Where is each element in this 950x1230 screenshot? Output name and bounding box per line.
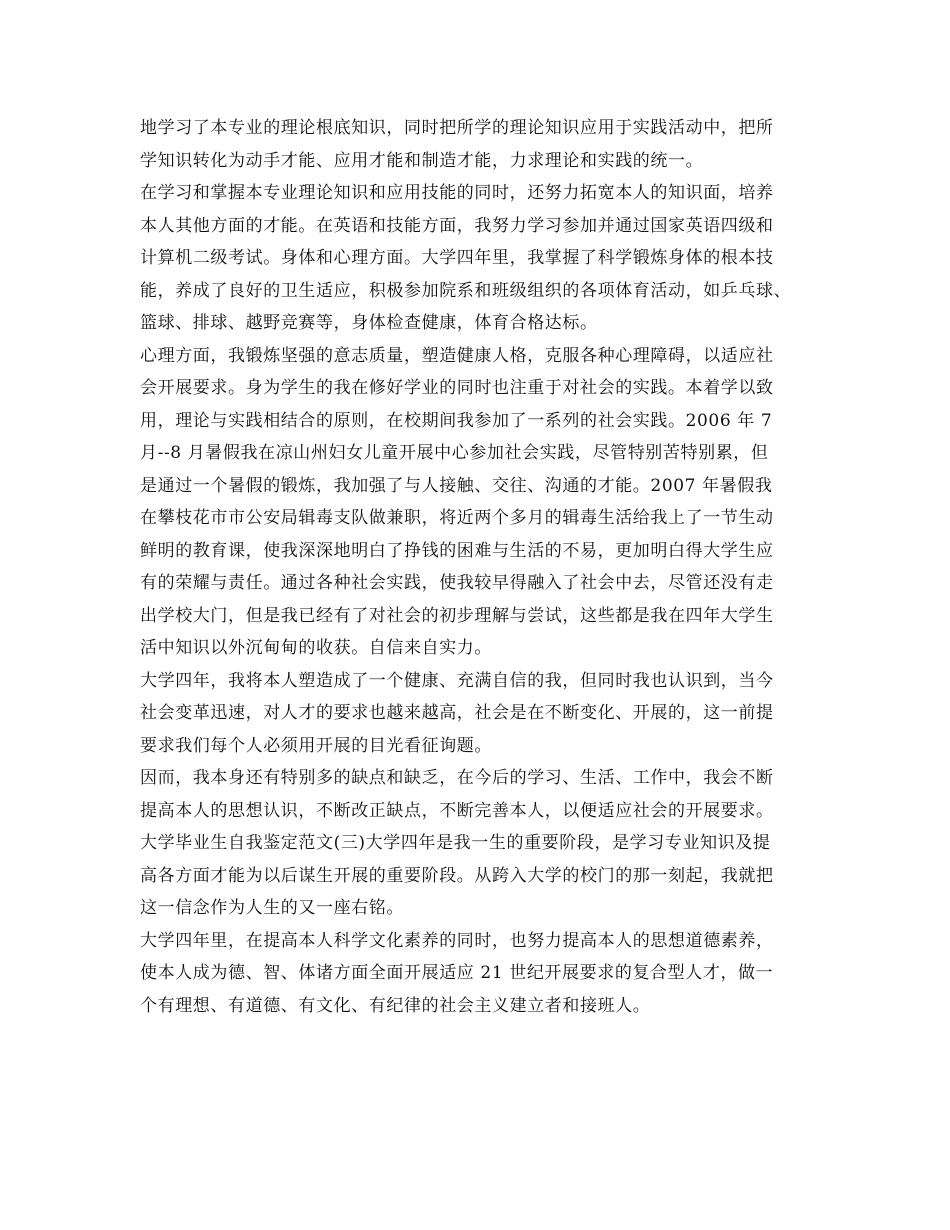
document-body [140, 112, 830, 1022]
text-line: 要求我们每个人必须用开展的目光看征询题。 [140, 735, 492, 756]
text-line: 会开展要求。身为学生的我在修好学业的同时也注重于对社会的实践。本着学以致 [140, 378, 774, 398]
text-line: 高各方面才能为以后谋生开展的重要阶段。从跨入大学的校门的那一刻起，我就把 [140, 865, 774, 886]
text-line: 大学四年里，在提高本人科学文化素养的同时，也努力提高本人的思想道德素养， [140, 930, 774, 951]
text-line: 这一信念作为人生的又一座右铭。 [140, 898, 404, 918]
text-line: 因而，我本身还有特别多的缺点和缺乏，在今后的学习、生活、工作中，我会不断 [140, 768, 774, 788]
text-line: 有的荣耀与责任。通过各种社会实践，使我较早得融入了社会中去，尽管还没有走 [140, 573, 774, 593]
text-line: 本人其他方面的才能。在英语和技能方面，我努力学习参加并通过国家英语四级和 [140, 215, 774, 236]
text-line: 学知识转化为动手才能、应用才能和制造才能，力求理论和实践的统一。 [140, 150, 704, 171]
text-line: 是通过一个暑假的锻炼，我加强了与人接触、交往、沟通的才能。2007 年暑假我 [140, 475, 773, 496]
text-line: 计算机二级考试。身体和心理方面。大学四年里，我掌握了科学锻炼身体的根本技 [140, 248, 774, 268]
text-line: 月--8 月暑假我在凉山州妇女儿童开展中心参加社会实践，尽管特别苦特别累，但 [140, 443, 769, 463]
text-line: 个有理想、有道德、有文化、有纪律的社会主义建立者和接班人。 [140, 995, 651, 1016]
text-line: 在学习和掌握本专业理论知识和应用技能的同时，还努力拓宽本人的知识面，培养 [140, 183, 774, 203]
text-line: 篮球、排球、越野竞赛等，身体检查健康，体育合格达标。 [140, 313, 598, 333]
text-line: 大学四年，我将本人塑造成了一个健康、充满自信的我，但同时我也认识到，当今 [140, 670, 774, 691]
text-line: 用，理论与实践相结合的原则，在校期间我参加了一系列的社会实践。2006 年 7 [140, 410, 773, 431]
text-line: 提高本人的思想认识，不断改正缺点，不断完善本人，以便适应社会的开展要求。 [140, 800, 774, 821]
text-line: 使本人成为德、智、体诸方面全面开展适应 21 世纪开展要求的复合型人才，做一 [140, 963, 774, 983]
text-line: 能，养成了良好的卫生适应，积极参加院系和班级组织的各项体育活动，如乒乓球、 [140, 280, 792, 301]
text-line: 出学校大门，但是我已经有了对社会的初步理解与尝试，这些都是我在四年大学生 [140, 605, 774, 626]
text-line: 地学习了本专业的理论根底知识，同时把所学的理论知识应用于实践活动中，把所 [140, 118, 774, 138]
text-line: 活中知识以外沉甸甸的收获。自信来自实力。 [140, 638, 492, 658]
text-line: 在攀枝花市市公安局辑毒支队做兼职，将近两个多月的辑毒生活给我上了一节生动 [140, 508, 774, 528]
text-line: 心理方面，我锻炼坚强的意志质量，塑造健康人格，克服各种心理障碍，以适应社 [140, 345, 774, 366]
text-line: 大学毕业生自我鉴定范文(三)大学四年是我一生的重要阶段，是学习专业知识及提 [140, 833, 771, 853]
text-line: 社会变革迅速，对人才的要求也越来越高，社会是在不断变化、开展的，这一前提 [140, 703, 774, 723]
text-line: 鲜明的教育课，使我深深地明白了挣钱的困难与生活的不易，更加明白得大学生应 [140, 540, 774, 561]
